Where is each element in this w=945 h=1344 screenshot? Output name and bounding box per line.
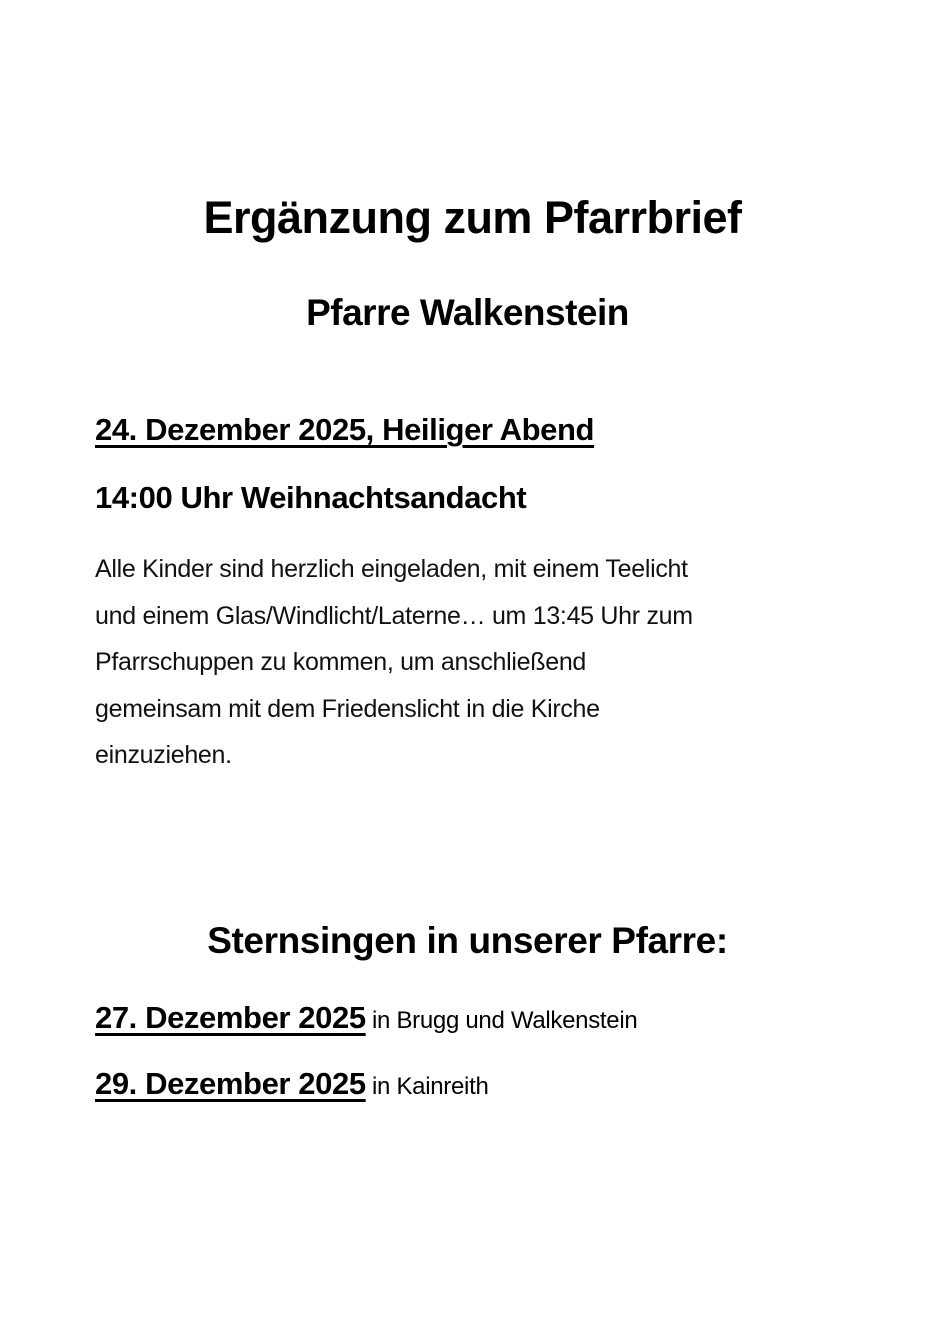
sternsingen-date: 29. Dezember 2025	[95, 1066, 366, 1101]
description-line: gemeinsam mit dem Friedenslicht in die Kirche	[95, 694, 600, 723]
event-date-heading: 24. Dezember 2025, Heiliger Abend	[95, 412, 595, 447]
description-line: einzuziehen.	[95, 741, 232, 769]
document-title: Ergänzung zum Pfarrbrief	[203, 192, 742, 243]
description-line: Pfarrschuppen zu kommen, um anschließend	[95, 648, 587, 676]
sternsingen-heading: Sternsingen in unserer Pfarre:	[207, 920, 728, 961]
sternsingen-place: in Kainreith	[365, 1073, 489, 1100]
sternsingen-date-item	[95, 1066, 489, 1102]
event-time-heading: 14:00 Uhr Weihnachtsandacht	[95, 480, 527, 515]
document-subtitle: Pfarre Walkenstein	[306, 292, 629, 333]
event-description	[95, 546, 693, 779]
sternsingen-date-item	[95, 1000, 637, 1036]
description-line: Alle Kinder sind herzlich eingeladen, mit einem Teelicht	[95, 555, 688, 583]
description-line: und einem Glas/Windlicht/Laterne… um 13:45 Uhr zum	[95, 601, 693, 630]
sternsingen-date: 27. Dezember 2025	[95, 1000, 366, 1035]
sternsingen-place: in Brugg und Walkenstein	[365, 1007, 638, 1034]
